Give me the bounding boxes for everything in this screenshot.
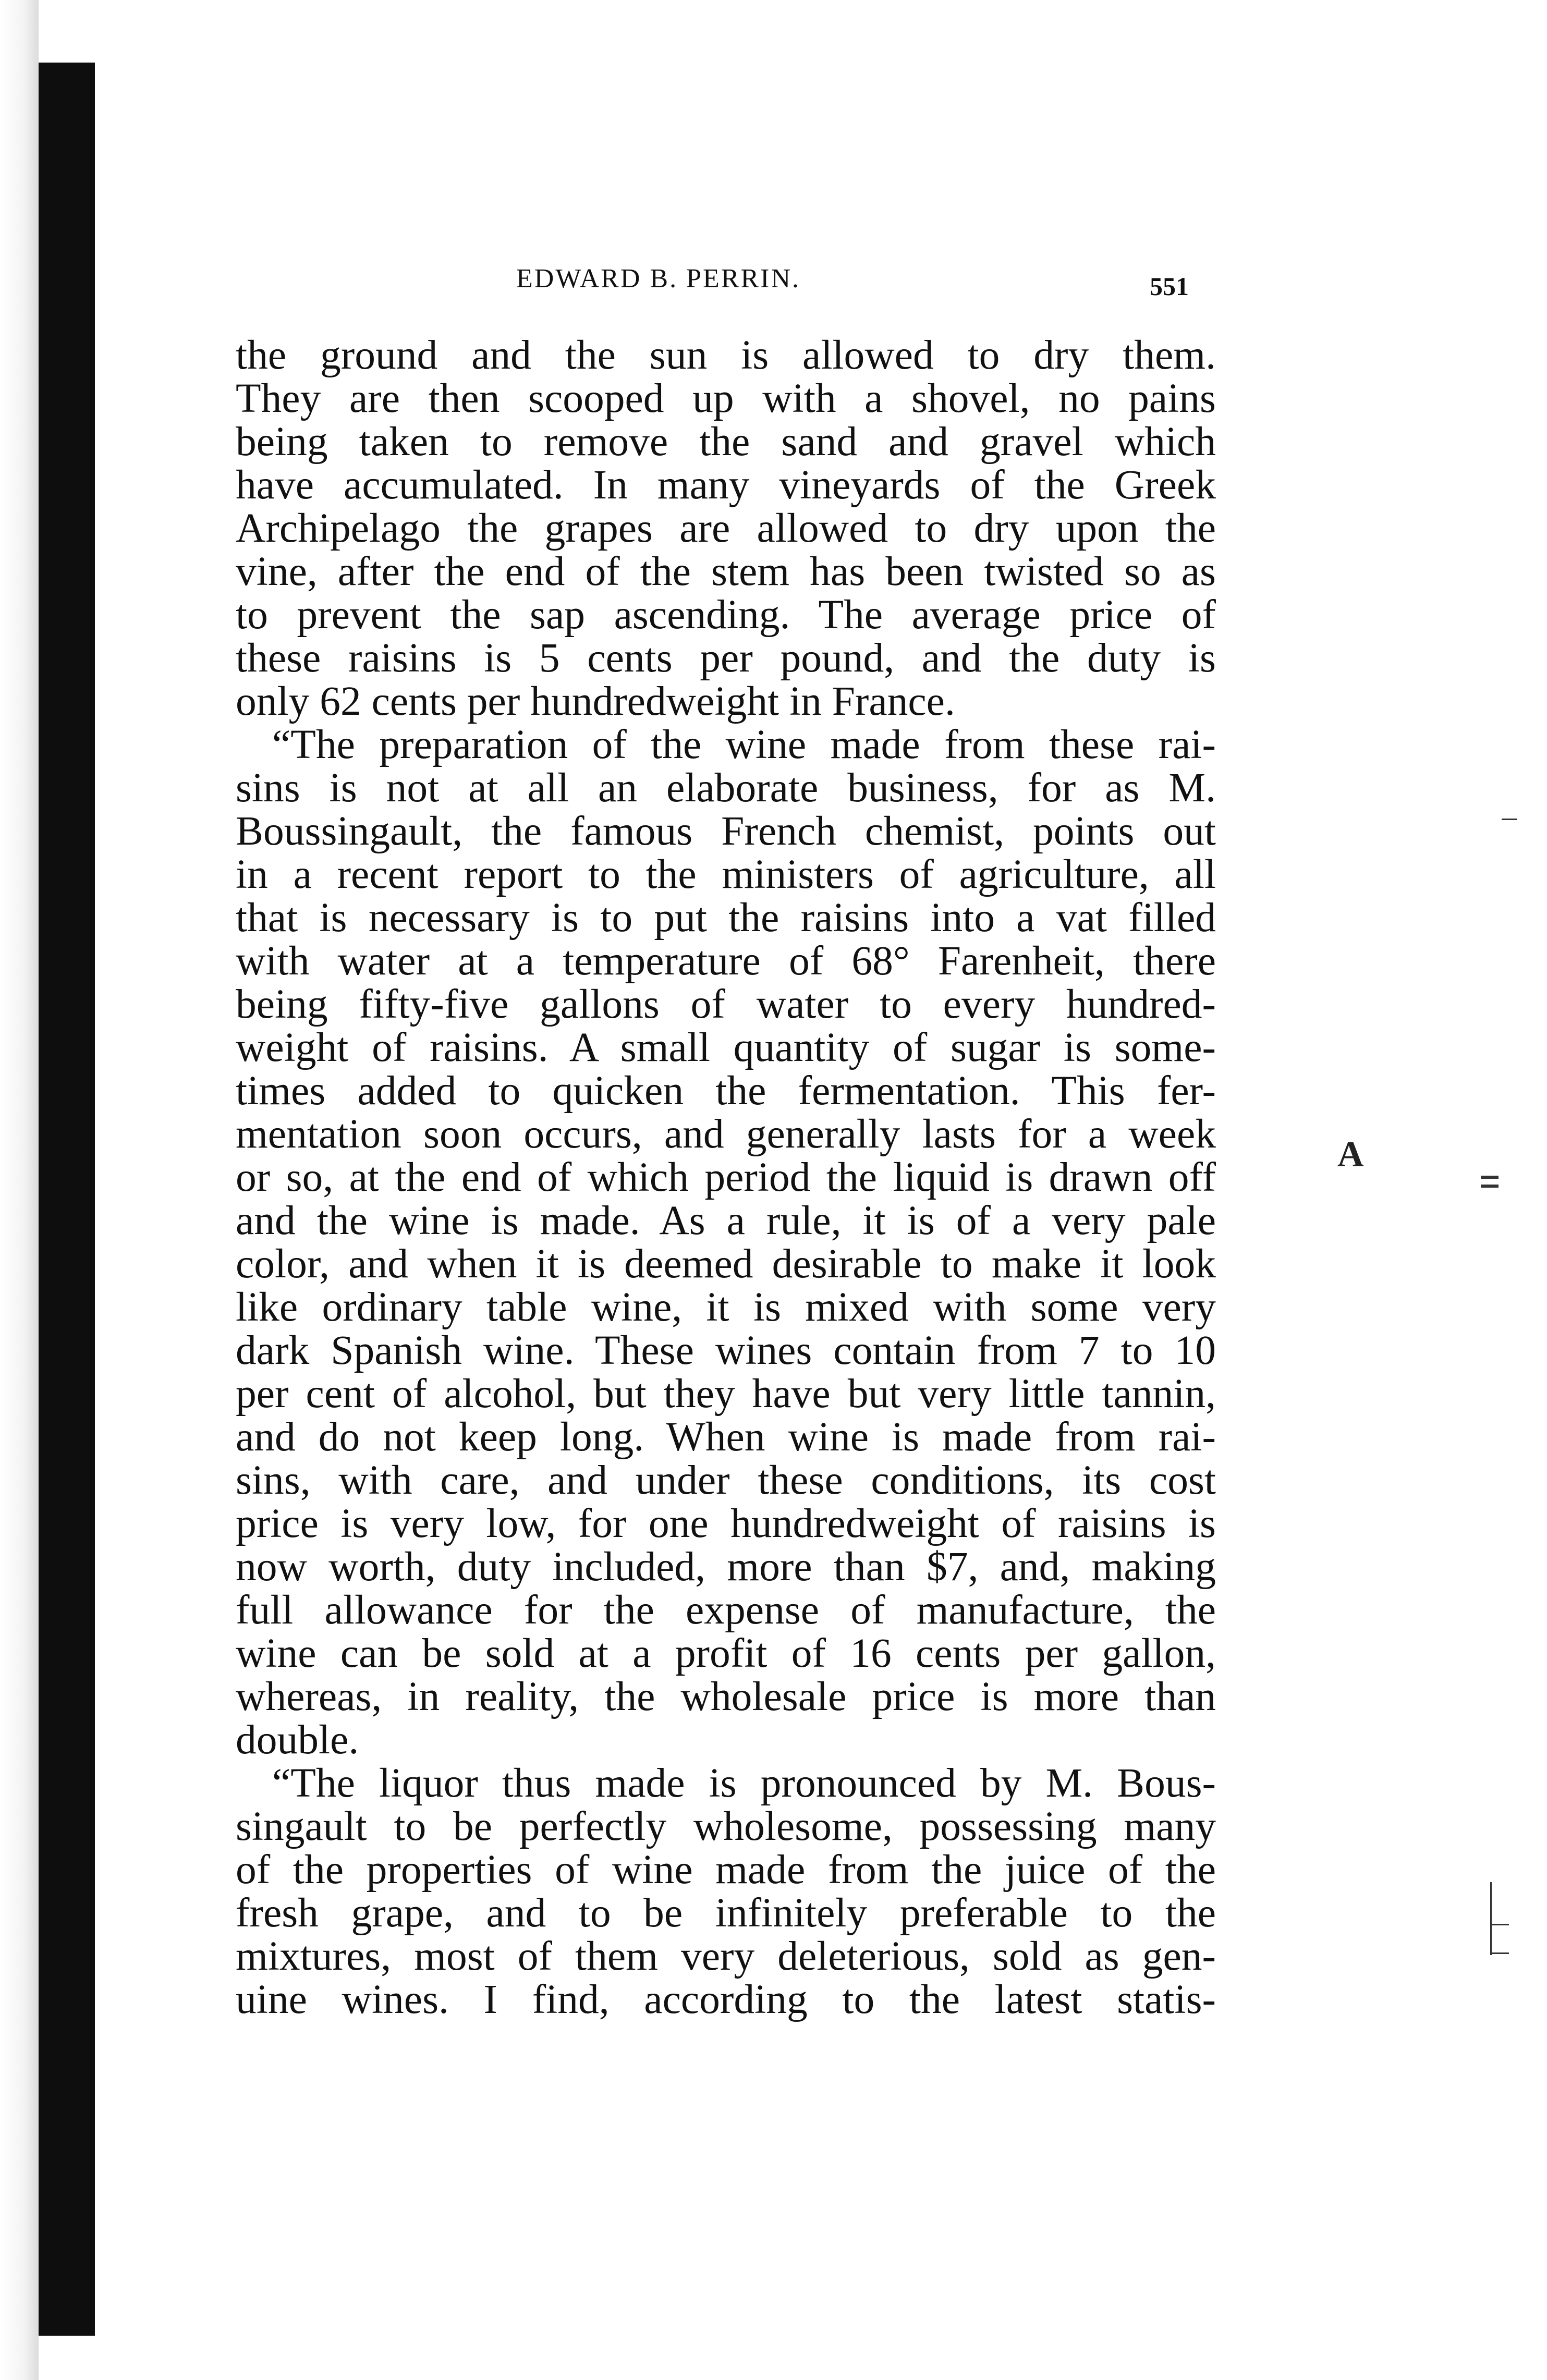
- text-line: wine can be sold at a profit of 16 cents per gallon,: [236, 1630, 1216, 1676]
- text-line: these raisins is 5 cents per pound, and the duty is: [236, 635, 1216, 681]
- text-line: They are then scooped up with a shovel, no pains: [236, 375, 1216, 421]
- scan-gutter-dark-edge: [39, 63, 95, 2336]
- margin-tick-mark: [1481, 1185, 1499, 1188]
- text-line: in a recent report to the ministers of agriculture, all: [236, 851, 1216, 897]
- text-line: weight of raisins. A small quantity of sugar is some-: [236, 1024, 1216, 1070]
- text-line: being fifty-five gallons of water to every hundred-: [236, 981, 1216, 1027]
- text-line: “The liquor thus made is pronounced by M. Bous-: [272, 1760, 1216, 1806]
- text-line: double.: [236, 1717, 359, 1763]
- margin-tick-mark: [1481, 1176, 1499, 1179]
- text-line: uine wines. I find, according to the latest statis-: [236, 1976, 1216, 2022]
- text-line: Boussingault, the famous French chemist, points out: [236, 808, 1216, 854]
- text-line: fresh grape, and to be infinitely preferable to the: [236, 1890, 1216, 1936]
- text-line: mixtures, most of them very deleterious, sold as gen-: [236, 1933, 1216, 1979]
- text-line: “The preparation of the wine made from these rai-: [272, 722, 1216, 767]
- text-line: sins is not at all an elaborate business, for as M.: [236, 765, 1216, 811]
- text-line: of the properties of wine made from the juice of the: [236, 1847, 1216, 1893]
- text-line: Archipelago the grapes are allowed to dry upon the: [236, 505, 1216, 551]
- text-line: times added to quicken the fermentation. This fer-: [236, 1068, 1216, 1114]
- margin-tick-mark: [1490, 1952, 1509, 1954]
- text-line: like ordinary table wine, it is mixed with some very: [236, 1284, 1216, 1330]
- text-line: that is necessary is to put the raisins into a vat filled: [236, 895, 1216, 941]
- text-line: and the wine is made. As a rule, it is of a very pale: [236, 1198, 1216, 1243]
- margin-stray-letter: A: [1337, 1134, 1364, 1175]
- running-title: EDWARD B. PERRIN.: [516, 264, 801, 294]
- page-number: 551: [1150, 272, 1189, 301]
- text-line: vine, after the end of the stem has been twisted so as: [236, 548, 1216, 594]
- text-line: dark Spanish wine. These wines contain from 7 to 10: [236, 1327, 1216, 1373]
- text-line: the ground and the sun is allowed to dry them.: [236, 332, 1216, 378]
- text-line: with water at a temperature of 68° Farenheit, there: [236, 938, 1216, 984]
- text-line: sins, with care, and under these conditions, its cost: [236, 1457, 1216, 1503]
- margin-tick-mark: [1490, 1924, 1509, 1925]
- text-line: have accumulated. In many vineyards of the Greek: [236, 462, 1216, 508]
- text-line: singault to be perfectly wholesome, possessing many: [236, 1803, 1216, 1849]
- text-line: mentation soon occurs, and generally lasts for a week: [236, 1111, 1216, 1157]
- text-line: and do not keep long. When wine is made from rai-: [236, 1414, 1216, 1460]
- text-line: color, and when it is deemed desirable to make it look: [236, 1241, 1216, 1287]
- text-line: per cent of alcohol, but they have but very little tannin,: [236, 1371, 1216, 1417]
- body-text: [236, 334, 1216, 2021]
- text-line: only 62 cents per hundredweight in France.: [236, 678, 955, 724]
- text-line: full allowance for the expense of manufacture, the: [236, 1587, 1216, 1633]
- margin-tick-mark: [1502, 819, 1517, 820]
- text-line: being taken to remove the sand and gravel which: [236, 419, 1216, 465]
- text-line: to prevent the sap ascending. The average price of: [236, 592, 1216, 638]
- margin-vertical-mark: [1490, 1882, 1492, 1955]
- text-line: whereas, in reality, the wholesale price is more than: [236, 1674, 1216, 1719]
- scan-edge-shadow: [0, 0, 39, 2380]
- text-line: now worth, duty included, more than $7, and, making: [236, 1544, 1216, 1590]
- text-line: or so, at the end of which period the liquid is drawn off: [236, 1154, 1216, 1200]
- text-line: price is very low, for one hundredweight of raisins is: [236, 1500, 1216, 1546]
